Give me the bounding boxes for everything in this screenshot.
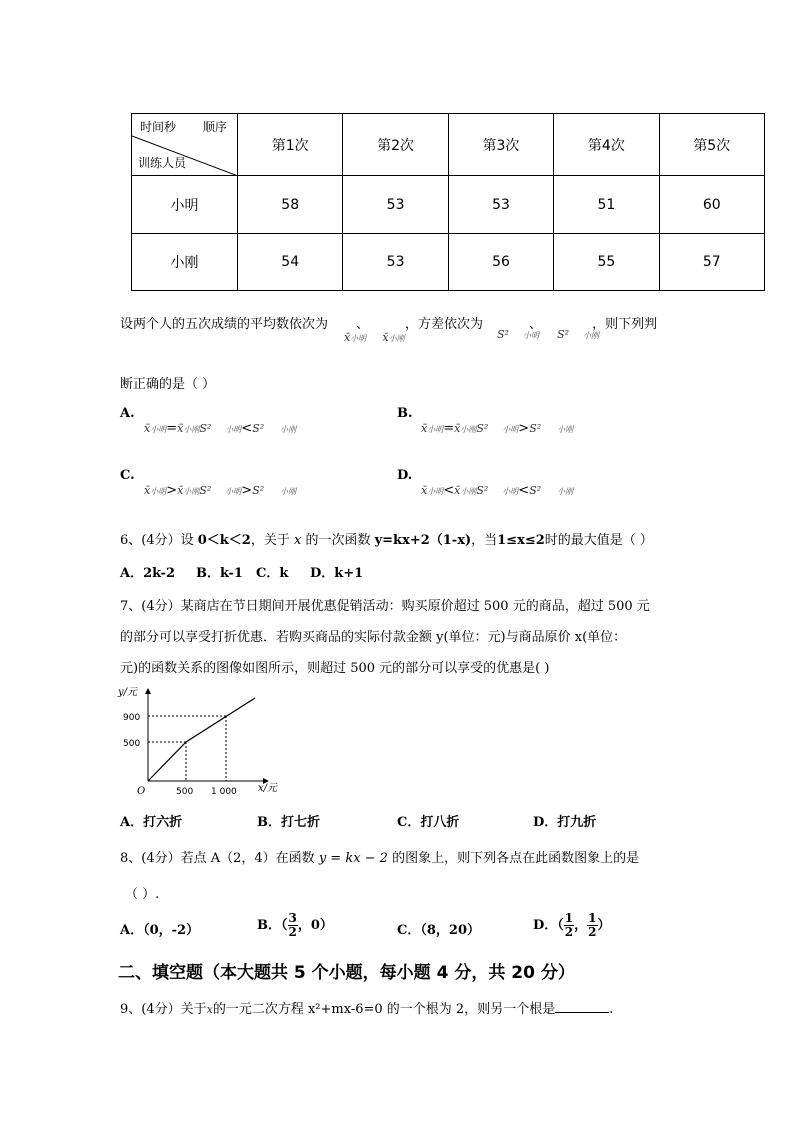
y-axis-label: y/元	[118, 687, 138, 698]
table-row	[132, 234, 765, 291]
section-heading: 二、填空题（本大题共 5 个小题，每小题 4 分，共 20 分）	[118, 963, 575, 983]
column-header: 第4次	[554, 114, 659, 176]
q5-option-d-expr: x̄小明<x̄小刚S² 小明<S² 小刚	[421, 483, 574, 498]
header-time-unit: 时间秒	[140, 120, 177, 134]
q7-option-b: B．打七折	[257, 815, 320, 830]
q7-option-c: C．打八折	[397, 815, 460, 830]
table-cell: 55	[554, 234, 659, 291]
table-cell: 60	[659, 176, 764, 234]
q7-line2: 的部分可以享受打折优惠．若购买商品的实际付款金额 y(单位：元)与商品原价 x(单位：	[120, 630, 627, 645]
function-line	[148, 698, 255, 781]
row-name: 小明	[132, 176, 238, 234]
q8-option-c: C．（8，20）	[397, 923, 480, 938]
origin-label: O	[137, 786, 146, 797]
table-cell: 53	[343, 176, 448, 234]
column-header: 第3次	[448, 114, 553, 176]
q5-stem-line2: 断正确的是（ ）	[120, 377, 216, 392]
table-cell: 54	[238, 234, 343, 291]
table-cell: 56	[448, 234, 553, 291]
q5-option-b-label: B.	[397, 406, 413, 421]
q6-option-a: A．2k-2	[120, 566, 176, 581]
header-order: 顺序	[202, 120, 227, 134]
q8-option-a: A．（0，-2）	[120, 923, 200, 938]
q8-option-d: D．（ $\frac{1}{2}$ ， $\frac{1}{2}$ ）	[533, 911, 611, 939]
column-header: 第5次	[659, 114, 764, 176]
q5-option-d-label: D.	[397, 468, 413, 483]
q7-option-d: D．打九折	[533, 815, 597, 830]
q7-line1: 7、(4分）某商店在节日期间开展优惠促销活动：购买原价超过 500 元的商品，超过 500 元	[120, 599, 650, 614]
table-row	[132, 176, 765, 234]
q9-stem: 9、(4分）关于x的一元二次方程 x²+mx-6=0 的一个根为 2，则另一个根是 .	[120, 1002, 614, 1017]
table-cell: 58	[238, 176, 343, 234]
score-table	[131, 113, 765, 291]
q8-option-b: B．（ $\frac{3}{2}$ ，0）	[257, 911, 333, 939]
price-graph	[110, 683, 290, 798]
q6-option-b: B．k-1	[196, 566, 243, 581]
header-person: 训练人员	[138, 156, 187, 170]
q5-variance-symbols: S² 小明 S² 小刚	[497, 328, 600, 341]
q5-option-c-expr: x̄小明>x̄小刚S² 小明>S² 小刚	[144, 483, 297, 498]
q6-option-d: D．k+1	[310, 566, 364, 581]
table-cell: 51	[554, 176, 659, 234]
q5-option-a-label: A.	[120, 406, 135, 421]
answer-blank[interactable]	[555, 1012, 609, 1013]
table-corner-header	[132, 114, 238, 176]
x-axis-label: x/元	[258, 783, 278, 794]
q6-stem: 6、(4分）设 0＜k＜2，关于 x 的一次函数 y=kx+2（1-x)，当1≤x≤2时的最大值是（ ）	[120, 533, 653, 548]
q6-option-c: C．k	[256, 566, 289, 581]
y-tick-label: 500	[123, 739, 141, 749]
q5-option-b-expr: x̄小明=x̄小刚S² 小明>S² 小刚	[421, 421, 574, 436]
column-header: 第1次	[238, 114, 343, 176]
q5-stem-line1: 设两个人的五次成绩的平均数依次为 、 ，方差依次为 、 ，则下列判	[120, 317, 658, 332]
x-tick-label: 500	[176, 787, 194, 797]
column-header: 第2次	[343, 114, 448, 176]
x-tick-label: 1 000	[211, 787, 237, 797]
q7-option-a: A．打六折	[120, 815, 183, 830]
q8-stem: 8、(4分）若点 A（2，4）在函数 y = kx − 2 的图象上，则下列各点在此函数图象上的是	[120, 851, 640, 866]
y-tick-label: 900	[123, 713, 141, 723]
q5-option-a-expr: x̄小明=x̄小刚S² 小明<S² 小刚	[144, 421, 297, 436]
q8-stem-line2: （ ）.	[125, 887, 160, 902]
table-cell: 53	[448, 176, 553, 234]
row-name: 小刚	[132, 234, 238, 291]
q5-mean-symbols: x̄小明 x̄小刚	[344, 331, 405, 344]
q5-option-c-label: C.	[120, 468, 135, 483]
q7-line3: 元)的函数关系的图像如图所示，则超过 500 元的部分可以享受的优惠是( )	[120, 661, 550, 676]
table-cell: 57	[659, 234, 764, 291]
table-cell: 53	[343, 234, 448, 291]
